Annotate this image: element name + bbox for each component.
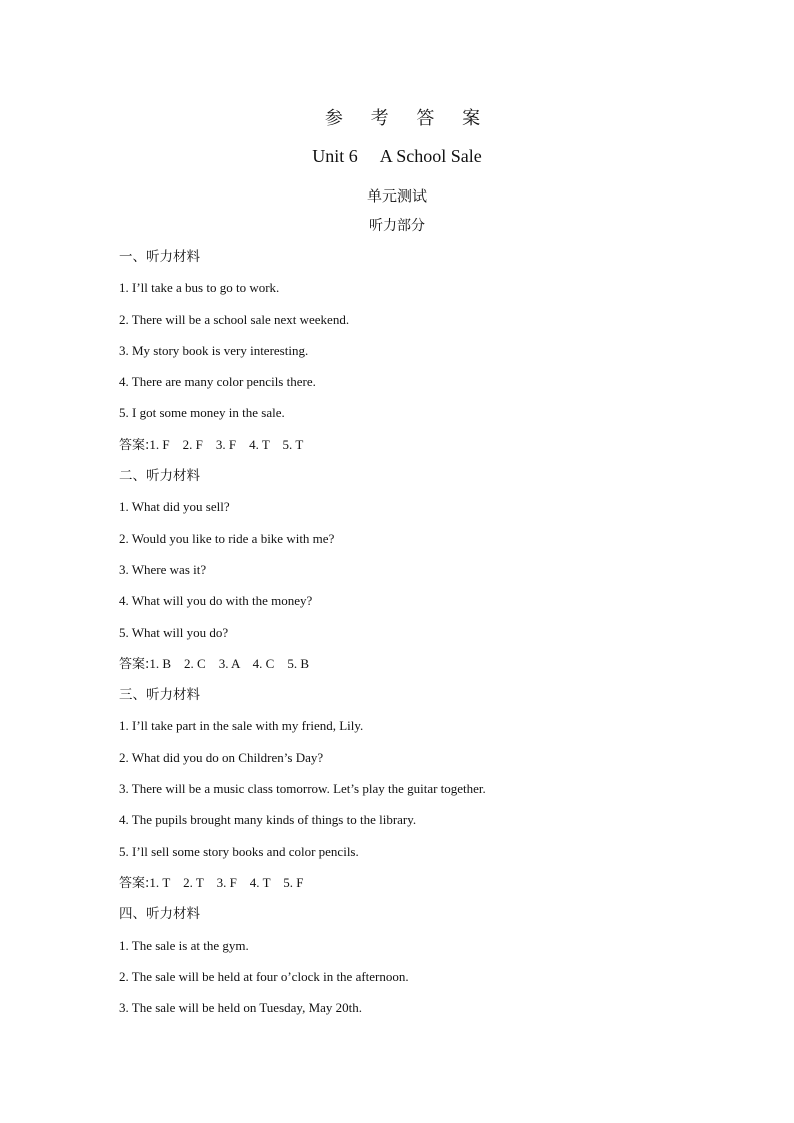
- answer-line: [119, 873, 759, 904]
- answer-label: 答案:: [119, 437, 150, 453]
- listening-item: 5. What will you do?: [119, 624, 229, 640]
- listening-item: 3. My story book is very interesting.: [119, 342, 309, 358]
- document-title: 参 考 答 案: [324, 108, 492, 129]
- listening-item: 2. There will be a school sale next weekend.: [119, 311, 350, 327]
- test-subtitle: 单元测试: [366, 187, 427, 205]
- listening-item: 4. There are many color pencils there.: [119, 374, 316, 390]
- answer-line: [119, 435, 759, 466]
- listening-item: 1. What did you sell?: [119, 499, 230, 515]
- listening-item: 2. The sale will be held at four o’clock in the afternoon.: [119, 968, 409, 984]
- unit-title: [0, 146, 794, 167]
- listening-item: 4. What will you do with the money?: [119, 593, 313, 609]
- answer-content: [119, 247, 759, 1029]
- part-title: 听力部分: [369, 218, 425, 234]
- answer-label: 答案:: [119, 875, 150, 891]
- listening-item: 3. The sale will be held on Tuesday, May 20th.: [119, 1000, 363, 1016]
- listening-item: 3. Where was it?: [119, 561, 207, 577]
- section-heading: 二、听力材料: [119, 468, 200, 485]
- listening-item: 4. The pupils brought many kinds of things to the library.: [119, 812, 417, 828]
- section-heading: 三、听力材料: [119, 687, 200, 704]
- listening-item: 1. I’ll take part in the sale with my friend, Lily.: [119, 718, 364, 734]
- unit-name: A School Sale: [379, 146, 482, 166]
- unit-number: Unit 6: [312, 146, 358, 166]
- listening-item: 2. Would you like to ride a bike with me?: [119, 530, 335, 546]
- answer-values: 1. F 2. F 3. F 4. T 5. T: [149, 436, 304, 452]
- listening-item: 1. I’ll take a bus to go to work.: [119, 280, 280, 296]
- listening-item: 3. There will be a music class tomorrow. Let’s play the guitar together.: [119, 781, 486, 797]
- section-heading: 四、听力材料: [119, 906, 200, 923]
- listening-item: 2. What did you do on Children’s Day?: [119, 749, 324, 765]
- answer-values: 1. B 2. C 3. A 4. C 5. B: [149, 655, 310, 671]
- answer-line: [119, 654, 759, 685]
- listening-item: 1. The sale is at the gym.: [119, 937, 249, 953]
- section-heading: 一、听力材料: [119, 249, 200, 265]
- listening-item: 5. I’ll sell some story books and color pencils.: [119, 843, 359, 859]
- answer-values: 1. T 2. T 3. F 4. T 5. F: [149, 874, 304, 890]
- listening-item: 5. I got some money in the sale.: [119, 405, 285, 421]
- answer-label: 答案:: [119, 656, 150, 672]
